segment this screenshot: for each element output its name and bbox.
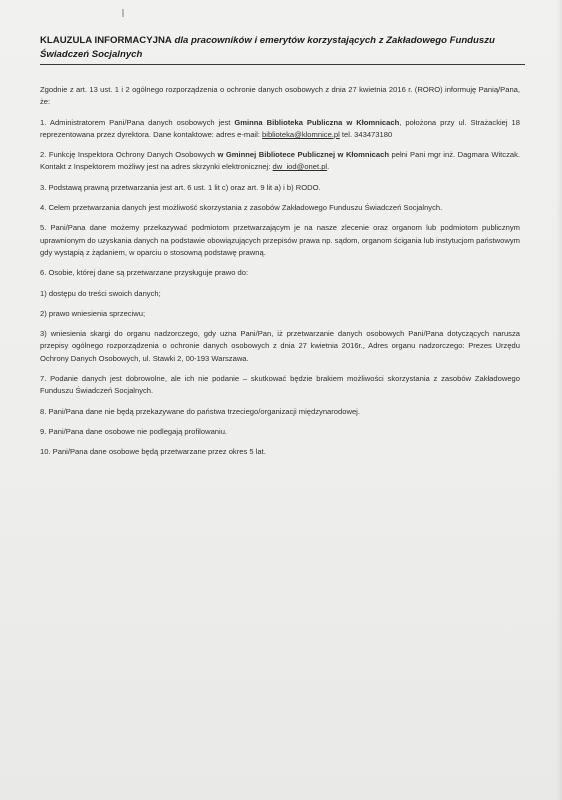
- item-4: 4. Celem przetwarzania danych jest możliwość skorzystania z zasobów Zakładowego Funduszu Świadczeń Socjalnych.: [40, 203, 443, 213]
- page-edge-shadow: [556, 0, 562, 800]
- item-1-text-a: 1. Administratorem Pani/Pana danych osobowych jest: [40, 117, 235, 127]
- title-line-1: [40, 34, 526, 48]
- item-1-text-c: tel. 343473180: [339, 129, 393, 139]
- document-body: [40, 84, 520, 459]
- item-3: 3. Podstawą prawną przetwarzania jest art. 6 ust. 1 lit c) oraz art. 9 lit a) i b) RODO.: [40, 182, 321, 192]
- title-line-2: Świadczeń Socjalnych: [40, 49, 143, 60]
- item-9: 9. Pani/Pana dane osobowe nie podlegają profilowaniu.: [40, 426, 228, 436]
- item-2-bold: w Gminnej Bibliotece Publicznej w Kłomnicach: [217, 150, 389, 160]
- item-10: 10. Pani/Pana dane osobowe będą przetwarzane przez okres 5 lat.: [40, 447, 266, 457]
- title-italic: dla pracowników i emerytów korzystających z Zakładowego Funduszu: [171, 35, 495, 46]
- title-bold: KLAUZULA INFORMACYJNA: [40, 35, 172, 46]
- email-link-iod[interactable]: dw_iod@onet.pl: [272, 162, 328, 172]
- item-7: 7. Podanie danych jest dobrowolne, ale ich nie podanie – skutkować będzie brakiem możliwości skorzystania z zasobów Zakładowego Funduszu Świadczeń Socjalnych.: [40, 374, 520, 396]
- item-2-text-a: 2. Funkcję Inspektora Ochrony Danych Osobowych: [40, 150, 218, 160]
- item-1-bold: Gminna Biblioteka Publiczna w Kłomnicach: [234, 117, 400, 127]
- item-1: [40, 117, 520, 142]
- item-2-text-b: pełni Pani mgr inż. Dagmara Witczak. Kontakt z Inspektorem możliwy jest na adres skrzynki elektronicznej:: [40, 150, 521, 172]
- item-2-text-c: .: [327, 162, 330, 172]
- item-5: 5. Pani/Pana dane możemy przekazywać podmiotom przetwarzającym je na nasze zlecenie oraz organom lub podmiotom publicznym uprawnionym do uzyskania danych na podstawie obowiązujących przepisów prawa np. sądom, organom ścigania lub instytucjom państwowym gdy wystąpią z żądaniem, w oparciu o stosowną podstawę prawną.: [40, 223, 520, 257]
- email-link-biblioteka[interactable]: biblioteka@klomnice.pl: [262, 129, 340, 139]
- title-underline: [40, 64, 525, 65]
- item-8: 8. Pani/Pana dane nie będą przekazywane do państwa trzeciego/organizacji międzynarodowej.: [40, 406, 360, 416]
- right-2: 2) prawo wniesienia sprzeciwu;: [40, 308, 146, 318]
- paper-mark: [122, 9, 124, 17]
- document-title: [40, 34, 526, 62]
- item-2: [40, 149, 520, 174]
- item-1-text-b: , położona przy ul. Strażackiej 18 reprezentowana przez dyrektora. Dane kontaktowe: adres e-mail:: [40, 117, 521, 139]
- intro-paragraph: Zgodnie z art. 13 ust. 1 i 2 ogólnego rozporządzenia o ochronie danych osobowych z dnia 27 kwietnia 2016 r. (RORO) informuję Panią/Pana, że:: [40, 85, 520, 107]
- right-3: 3) wniesienia skargi do organu nadzorczego, gdy uzna Pani/Pan, iż przetwarzanie danych osobowych Pani/Pana dotyczących narusza przepisy ogólnego rozporządzenia o ochronie danych osobowych z dnia 27 kwietnia 2016r., Adres organu nadzorczego: Prezes Urzędu Ochrony Danych Osobowych, ul. Stawki 2, 00-193 Warszawa.: [40, 329, 520, 363]
- right-1: 1) dostępu do treści swoich danych;: [40, 288, 161, 298]
- item-6: 6. Osobie, której dane są przetwarzane przysługuje prawo do:: [40, 268, 249, 278]
